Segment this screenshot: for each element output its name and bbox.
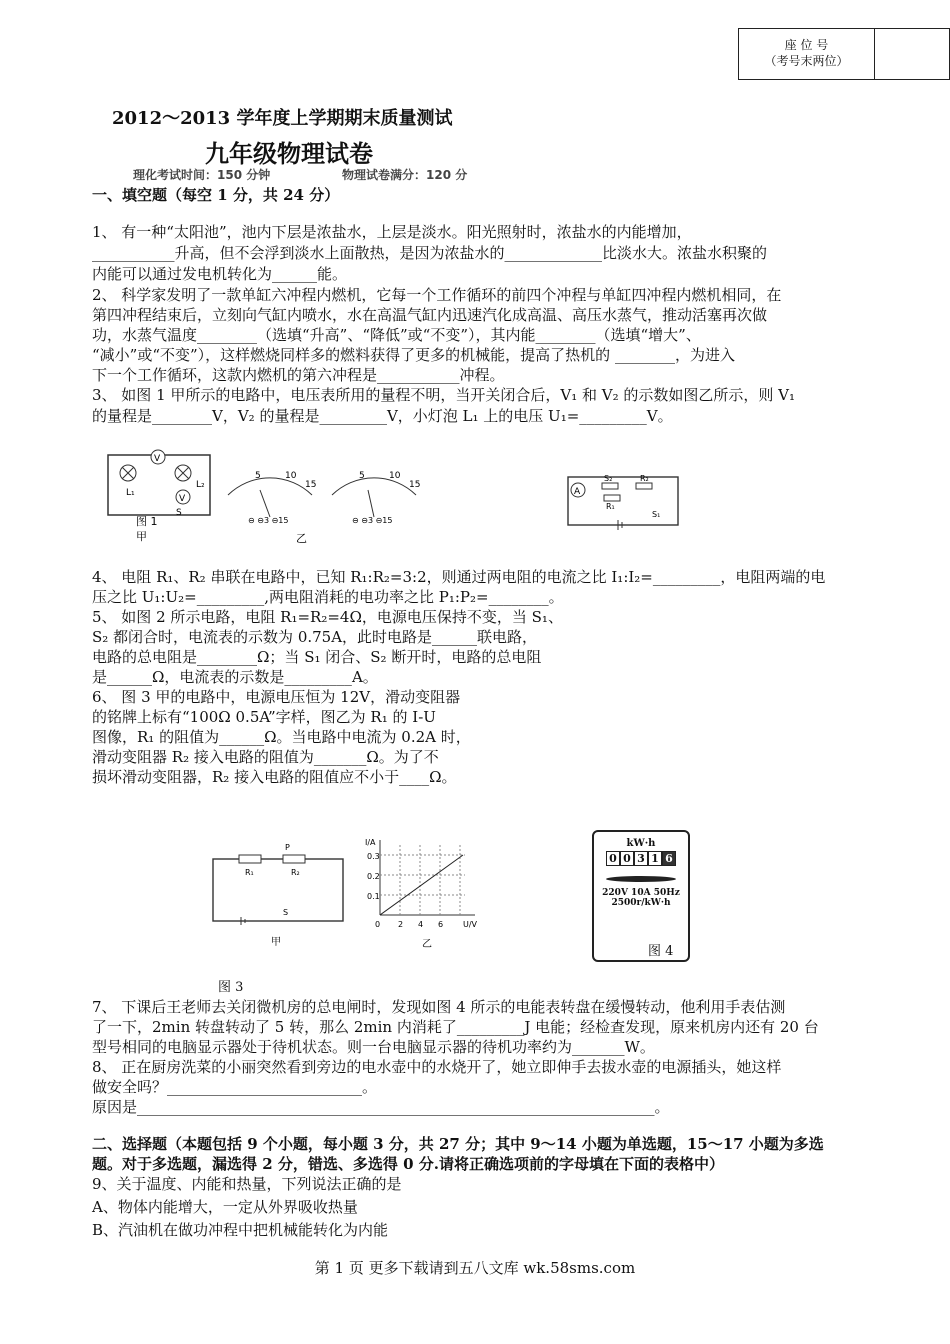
q-line: 电路的总电阻是________Ω；当 S₁ 闭合、S₂ 断开时，电路的总电阻 [92, 648, 542, 666]
figure-4-meter [592, 830, 690, 962]
q-line: 图像，R₁ 的阻值为______Ω。当电路中电流为 0.2A 时， [92, 728, 471, 746]
q9-option-a: A、物体内能增大，一定从外界吸收热量 [92, 1198, 358, 1216]
svg-text:R₁: R₁ [606, 502, 615, 511]
figure-3 [205, 835, 505, 960]
svg-text:R₂: R₂ [291, 868, 300, 877]
svg-text:S₂: S₂ [604, 474, 613, 483]
svg-text:0.2: 0.2 [367, 872, 380, 881]
score-note: 物理试卷满分：120 分 [342, 168, 468, 182]
q-line: 1、 有一种“太阳池”，池内下层是浓盐水，上层是淡水。阳光照射时，浓盐水的内能增加， [92, 223, 692, 241]
meter-disc [606, 876, 676, 882]
svg-text:S: S [283, 908, 289, 917]
svg-text:R₂: R₂ [640, 474, 649, 483]
svg-text:L₁: L₁ [126, 488, 135, 498]
svg-text:15: 15 [305, 480, 317, 490]
figure-1 [100, 445, 430, 545]
q-line: 的铭牌上标有“100Ω 0.5A”字样，图乙为 R₁ 的 I-U [92, 708, 436, 726]
svg-text:V: V [154, 454, 161, 464]
svg-text:S: S [176, 508, 182, 518]
q-line: 做安全吗？__________________________。 [92, 1078, 378, 1096]
q-line: S₂ 都闭合时，电流表的示数为 0.75A，此时电路是______联电路， [92, 628, 538, 646]
q-line: 滑动变阻器 R₂ 接入电路的阻值为_______Ω。为了不 [92, 748, 439, 766]
fig3-label-a: 甲 [271, 937, 281, 948]
svg-text:6: 6 [438, 920, 444, 929]
svg-text:0: 0 [375, 920, 381, 929]
svg-text:4: 4 [418, 920, 424, 929]
fig1-label-b: 乙 [296, 532, 307, 545]
fig3-caption: 图 3 [218, 980, 244, 995]
seat-hint: （考号末两位） [764, 54, 849, 68]
svg-text:15: 15 [409, 480, 421, 490]
q-line: 下一个工作循环，这款内燃机的第六冲程是___________冲程。 [92, 366, 505, 384]
svg-text:L₂: L₂ [196, 480, 205, 490]
section1-heading: 一、填空题（每空 1 分，共 24 分） [92, 186, 340, 204]
q9-option-b: B、汽油机在做功冲程中把机械能转化为内能 [92, 1221, 389, 1239]
meter-digit: 0 [620, 851, 634, 866]
q-line: 压之比 U₁:U₂=_________,两电阻消耗的电功率之比 P₁:P₂=________。 [92, 588, 564, 606]
meter-digit: 6 [662, 851, 676, 866]
svg-text:5: 5 [359, 471, 365, 481]
section2-heading-2: 题。对于多选题，漏选得 2 分，错选、多选得 0 分.请将正确选项前的字母填在下面的表格中） [92, 1155, 724, 1173]
svg-text:10: 10 [285, 471, 297, 481]
svg-text:I/A: I/A [365, 838, 376, 847]
svg-text:2: 2 [398, 920, 404, 929]
meter-digit: 1 [648, 851, 662, 866]
svg-text:5: 5 [255, 471, 261, 481]
svg-text:R₁: R₁ [245, 868, 254, 877]
q-line: 4、 电阻 R₁、R₂ 串联在电路中，已知 R₁:R₂=3:2，则通过两电阻的电流之比 I₁:I₂=_________，电阻两端的电 [92, 568, 826, 586]
svg-text:10: 10 [389, 471, 401, 481]
meter-digit: 3 [634, 851, 648, 866]
seat-number-field[interactable] [875, 29, 949, 79]
year-title: 2012～2013 学年度上学期期末质量测试 [112, 108, 453, 129]
svg-text:S₁: S₁ [652, 510, 661, 519]
q-line: ___________升高，但不会浮到淡水上面散热，是因为浓盐水的_____________比淡水大。浓盐水积聚的 [92, 244, 768, 262]
figure-2 [560, 465, 690, 530]
svg-text:0.3: 0.3 [367, 852, 380, 861]
seat-number-label [739, 29, 875, 79]
svg-text:U/V: U/V [463, 920, 478, 929]
q-line: 5、 如图 2 所示电路，电阻 R₁=R₂=4Ω，电源电压保持不变，当 S₁、 [92, 608, 563, 626]
section2-heading: 二、选择题（本题包括 9 个小题，每小题 3 分，共 27 分；其中 9～14 小题为单选题，15～17 小题为多选 [92, 1135, 824, 1153]
fig4-caption: 图 4 [648, 944, 674, 959]
q-line: 损坏滑动变阻器，R₂ 接入电路的阻值应不小于____Ω。 [92, 768, 457, 786]
meter-digit: 0 [606, 851, 620, 866]
q-line: 原因是_____________________________________________________________________。 [92, 1098, 670, 1116]
fig1-label-a: 甲 [136, 530, 147, 543]
meter-unit: kW·h [626, 838, 656, 849]
time-note: 理化考试时间：150 分钟 [133, 168, 271, 182]
meter-spec: 220V 10A 50Hz [602, 888, 680, 898]
q-line: 的量程是________V，V₂ 的量程是_________V，小灯泡 L₁ 上的电压 U₁=_________V。 [92, 407, 673, 425]
q-line: 第四冲程结束后，立刻向气缸内喷水，水在高温气缸内迅速汽化成高温、高压水蒸气，推动活塞再次做 [92, 306, 768, 324]
q-line: 是______Ω，电流表的示数是_________A。 [92, 668, 378, 686]
q-line: 6、 图 3 甲的电路中，电源电压恒为 12V，滑动变阻器 [92, 688, 461, 706]
q-line: 了一下，2min 转盘转动了 5 转，那么 2min 内消耗了_________J 电能；经检查发现，原来机房内还有 20 台 [92, 1018, 819, 1036]
fig3-label-b: 乙 [422, 939, 432, 950]
q-line: “减小”或“不变”），这样燃烧同样多的燃料获得了更多的机械能，提高了热机的 ________，为进入 [92, 346, 735, 364]
svg-text:⊖ ⊖3 ⊖15: ⊖ ⊖3 ⊖15 [248, 516, 289, 525]
q-line: 2、 科学家发明了一款单缸六冲程内燃机，它每一个工作循环的前四个冲程与单缸四冲程内燃机相同，在 [92, 286, 782, 304]
q9-stem: 9、关于温度、内能和热量，下列说法正确的是 [92, 1175, 402, 1193]
svg-text:⊖ ⊖3 ⊖15: ⊖ ⊖3 ⊖15 [352, 516, 393, 525]
q-line: 功，水蒸气温度________（选填“升高”、“降低”或“不变”），其内能________（选填“增大”、 [92, 326, 701, 344]
meter-rev: 2500r/kW·h [611, 898, 671, 908]
q-line: 型号相同的电脑显示器处于待机状态。则一台电脑显示器的待机功率约为_______W。 [92, 1038, 655, 1056]
svg-text:0.1: 0.1 [367, 892, 380, 901]
q-line: 8、 正在厨房洗菜的小丽突然看到旁边的电水壶中的水烧开了，她立即伸手去拔水壶的电源插头，她这样 [92, 1058, 782, 1076]
page-footer: 第 1 页 更多下载请到五八文库 wk.58sms.com [314, 1259, 636, 1277]
svg-text:V: V [179, 494, 186, 504]
fig1-caption: 图 1 [136, 515, 158, 528]
q-line: 3、 如图 1 甲所示的电路中，电压表所用的量程不明，当开关闭合后，V₁ 和 V₂ 的示数如图乙所示，则 V₁ [92, 386, 796, 404]
meter-digits [594, 851, 688, 866]
exam-title: 九年级物理试卷 [205, 140, 373, 168]
q-line: 内能可以通过发电机转化为______能。 [92, 265, 348, 283]
q-line: 7、 下课后王老师去关闭微机房的总电闸时，发现如图 4 所示的电能表转盘在缓慢转动，他利用手表估测 [92, 998, 786, 1016]
seat-number-box [738, 28, 950, 80]
svg-text:A: A [574, 487, 581, 497]
svg-text:P: P [285, 843, 290, 852]
seat-label: 座 位 号 [784, 38, 829, 52]
